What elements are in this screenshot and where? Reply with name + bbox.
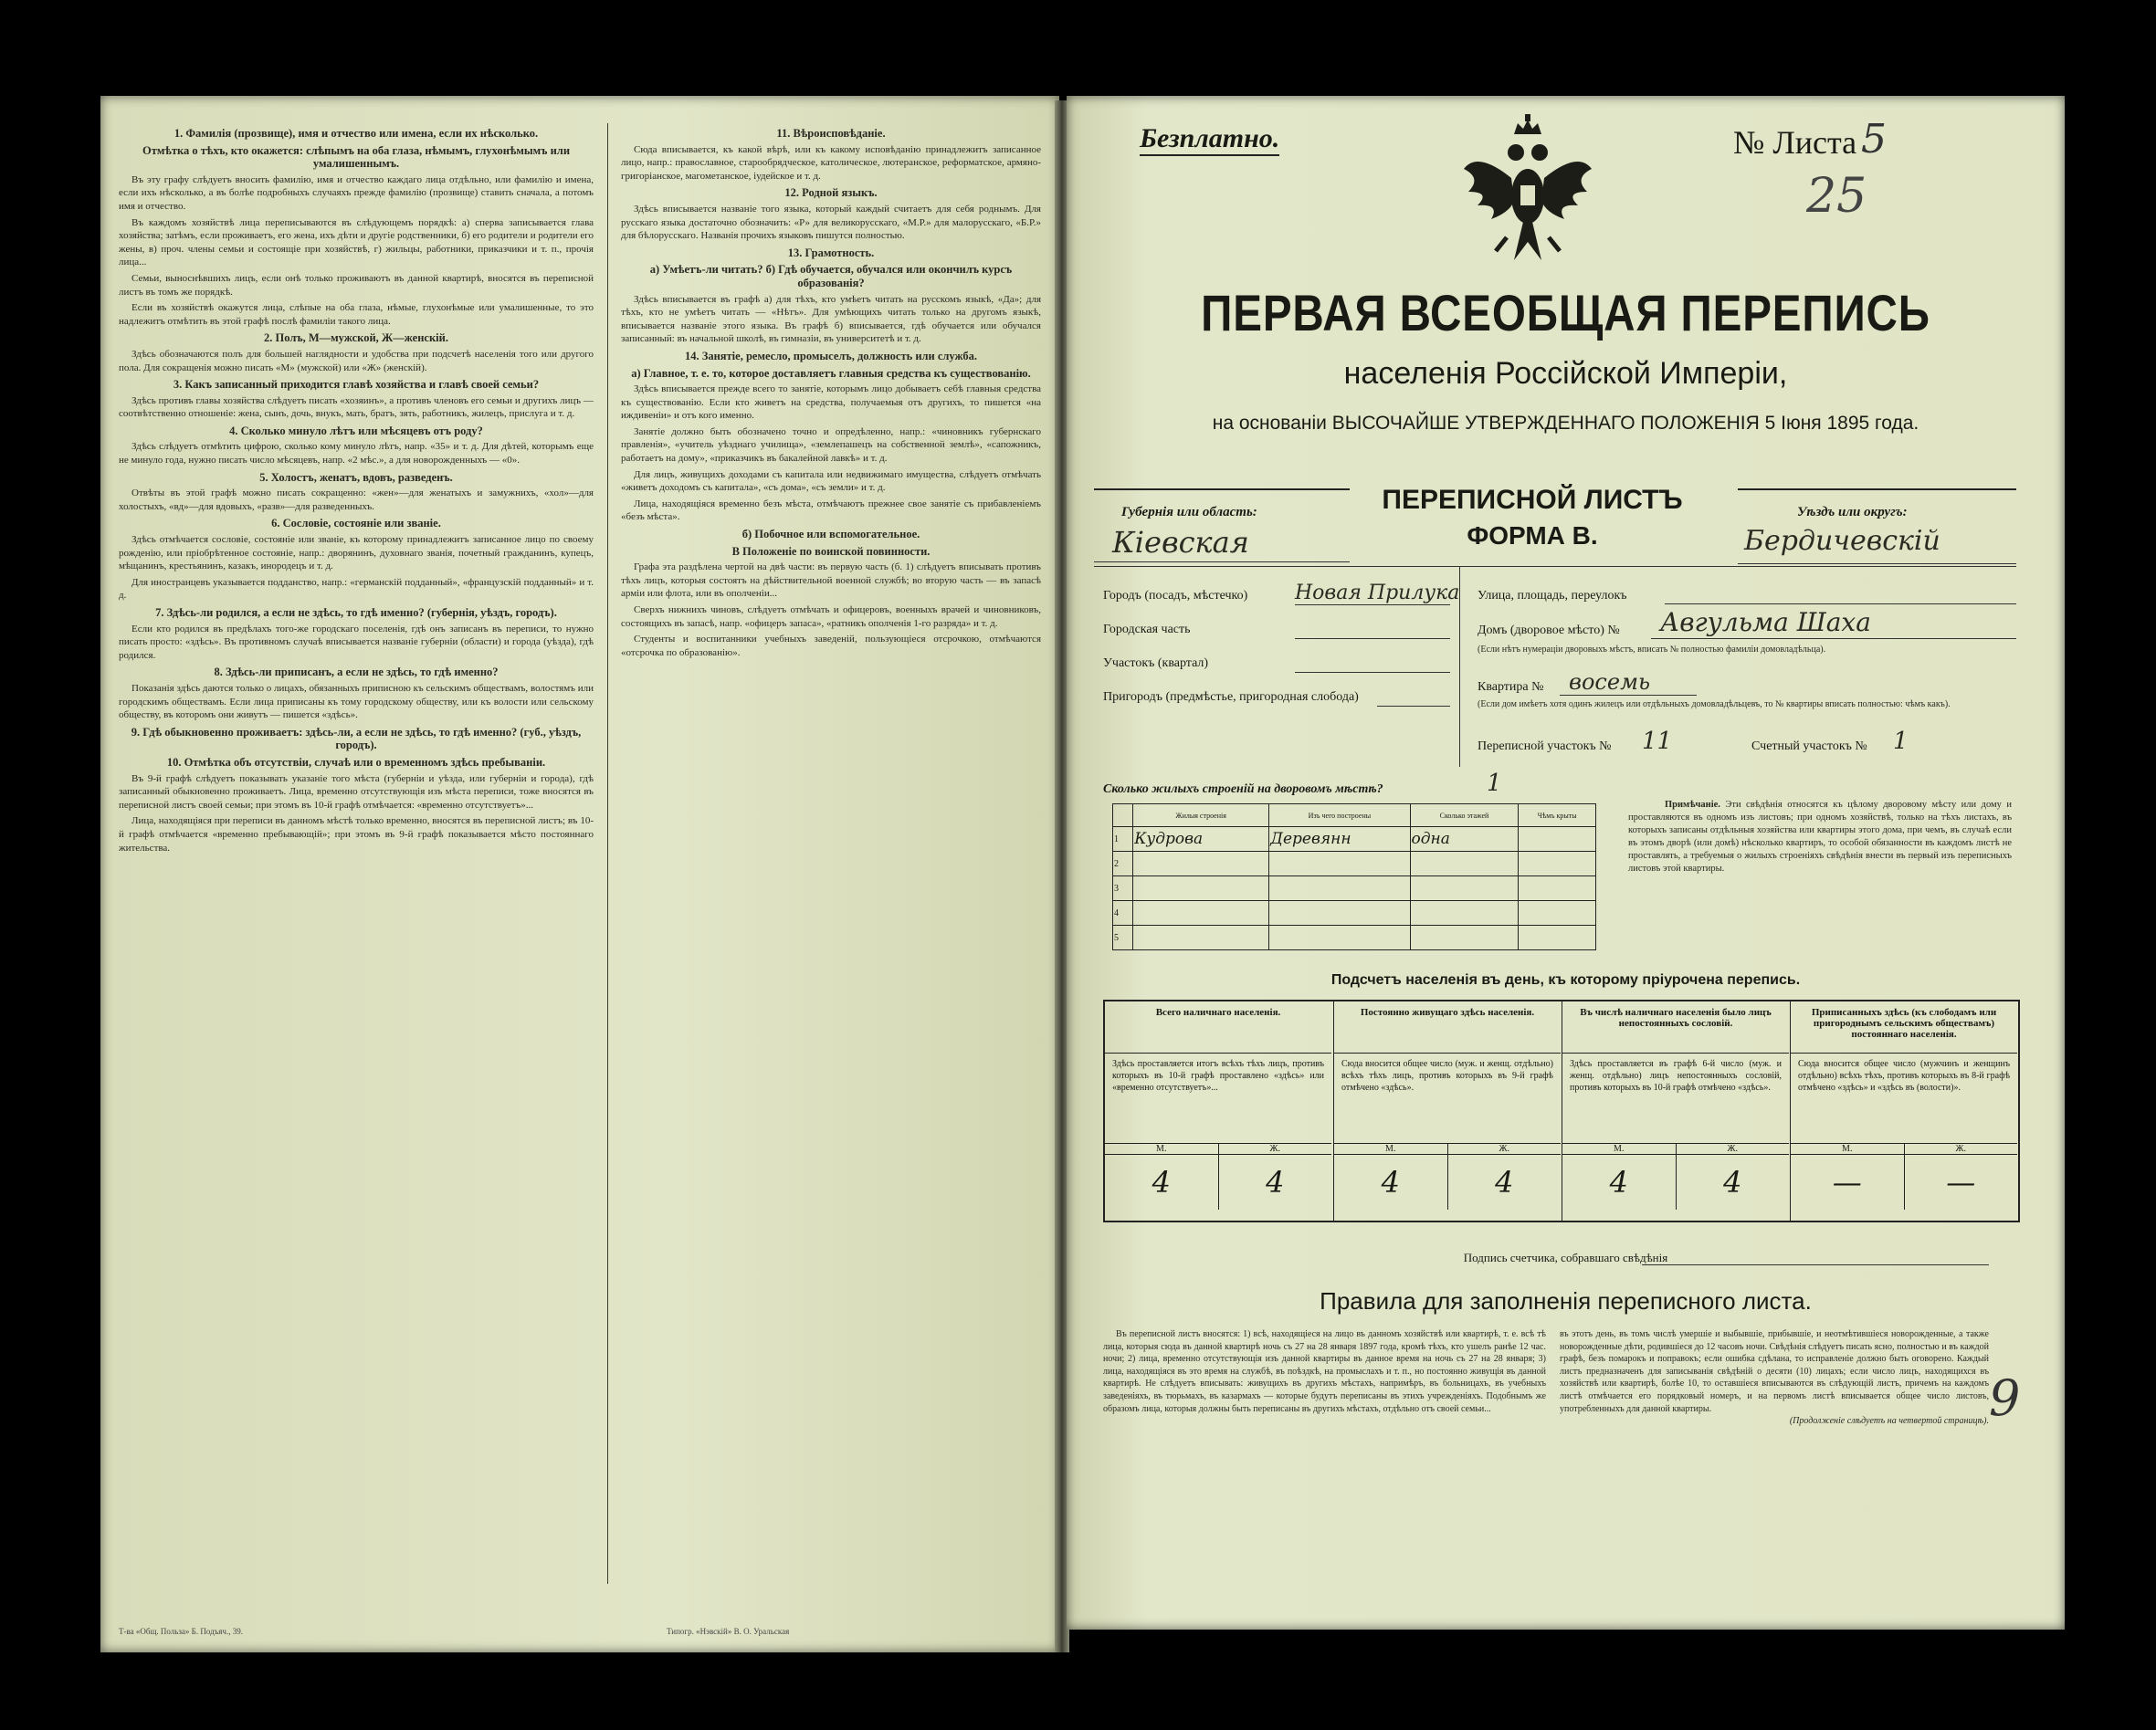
instruction-heading: 10. Отмѣтка объ отсутствіи, случаѣ или о временномъ здѣсь пребываніи. bbox=[166, 755, 546, 769]
buildings-cell bbox=[1519, 827, 1596, 852]
instruction-paragraph: Сверхъ нижнихъ чиновъ, слѣдуетъ отмѣчать и офицеровъ, военныхъ врачей и чиновниковъ, состоящихъ въ запасѣ, напр. «офицеръ запаса», «ратникъ ополченія 1-го разряда» и т. д. bbox=[621, 604, 1041, 629]
census-district-label: Переписной участокъ № bbox=[1478, 739, 1612, 753]
instruction-paragraph: Семьи, выноснѣвшихъ лицъ, если онѣ только проживаютъ въ данной квартирѣ, вносятся въ переписной листъ въ томъ же порядкѣ. bbox=[119, 272, 594, 298]
summary-column-head: Всего наличнаго населенія. bbox=[1105, 1001, 1331, 1054]
address-field-line bbox=[1295, 638, 1450, 639]
summary-mz-labels bbox=[1105, 1143, 1331, 1154]
rules-continuation: (Продолженіе слѣдуетъ на четвертой страницѣ). bbox=[1789, 1416, 1989, 1427]
flat-line bbox=[1560, 695, 1697, 696]
summary-column-text: Здѣсь проставляется итогъ всѣхъ тѣхъ лицъ, противъ которыхъ въ 10-й графѣ проставлено «здѣсь» или «временно отсутствуетъ»... bbox=[1112, 1059, 1324, 1093]
summary-mz-labels bbox=[1791, 1143, 2017, 1154]
summary-value: — bbox=[1946, 1165, 1976, 1200]
buildings-cell: 2 bbox=[1113, 852, 1133, 876]
buildings-cell: одна bbox=[1410, 827, 1519, 852]
form-title-line-2: ФОРМА В. bbox=[1467, 521, 1598, 550]
counter-district-label: Счетный участокъ № bbox=[1751, 739, 1867, 753]
list-number-handwritten: 5 bbox=[1861, 116, 1887, 163]
right-page bbox=[1067, 96, 2065, 1630]
summary-column bbox=[1333, 1001, 1561, 1221]
buildings-cell bbox=[1269, 876, 1410, 901]
summary-sex-label: Ж. bbox=[1727, 1144, 1738, 1154]
house-line bbox=[1651, 638, 2016, 639]
rules-column-1: Въ переписной листъ вносятся: 1) всѣ, находящіеся на лицо въ данномъ хозяйствѣ или квартирѣ, т. е. всѣ тѣ лица, которыя сюда въ данной квартирѣ ночь съ 27 на 28 января 1897 года, кромѣ тѣхъ, кто ушелъ ранѣе 12 час. ночи; 2) лица, временно отсутствующія изъ данной квартиры въ данное время на ночь съ 27 на 28 января; 3) лица, находящіяся въ это время на службѣ, въ поѣздкѣ, на промыслахъ и т. п., но постоянно живущія въ данной квартирѣ. Не слѣдуетъ вписывать: живущихъ въ другихъ мѣстахъ, напримѣръ, въ больницахъ, въ учебныхъ заведеніяхъ, въ тюрьмахъ, въ казармахъ — которые будутъ переписаны въ этихъ учрежденіяхъ. Подобнымъ же образомъ лица, которыя должны быть переписаны въ другихъ мѣстахъ, отдѣльно отъ своей семьи... bbox=[1103, 1329, 1546, 1414]
instruction-heading: 9. Гдѣ обыкновенно проживаетъ: здѣсь-ли, а если не здѣсь, то гдѣ именно? (губ., уѣздъ, городъ). bbox=[131, 725, 582, 752]
instruction-heading: 7. Здѣсь-ли родился, а если не здѣсь, то гдѣ именно? (губернія, уѣздъ, городъ). bbox=[155, 606, 557, 619]
right-footer-imprint: Типогр. «Нэвскiй» В. О. Уральская bbox=[667, 1627, 790, 1636]
instruction-heading: 13. Грамотность. bbox=[787, 246, 875, 259]
uezd-label: Уѣздъ или округъ: bbox=[1797, 505, 1908, 519]
buildings-cell: 5 bbox=[1113, 926, 1133, 950]
gubernia-handwritten: Кіевская bbox=[1112, 525, 1249, 560]
instruction-heading: 14. Занятіе, ремесло, промыселъ, должность или служба. bbox=[684, 349, 978, 362]
instruction-heading: Отмѣтка о тѣхъ, кто окажется: слѣпымъ на оба глаза, нѣмымъ, глухонѣмымъ или умалишеннымъ. bbox=[142, 143, 571, 171]
column-divider bbox=[607, 123, 608, 1584]
buildings-cell bbox=[1519, 926, 1596, 950]
instruction-heading: 6. Сословіе, состояніе или званіе. bbox=[271, 517, 441, 530]
rules-title: Правила для заполненія переписного листа. bbox=[1320, 1287, 1812, 1315]
address-vertical-rule[interactable] bbox=[1459, 566, 1460, 767]
instruction-paragraph: Для лицъ, живущихъ доходами съ капитала или недвижимаго имущества, слѣдуетъ отмѣчать «живетъ доходомъ съ капитала», «съ дома», «съ земли» и т. д. bbox=[621, 468, 1041, 494]
uezd-underline bbox=[1738, 563, 2016, 564]
summary-value: 4 bbox=[1562, 1155, 1677, 1210]
address-field-line bbox=[1377, 706, 1450, 707]
street-line bbox=[1665, 603, 2016, 604]
summary-values bbox=[1105, 1154, 1331, 1210]
summary-mz-labels bbox=[1334, 1143, 1561, 1154]
buildings-header-cell bbox=[1113, 804, 1133, 827]
instruction-heading: В Положеніе по воинской повинности. bbox=[731, 544, 931, 558]
buildings-note bbox=[1628, 799, 2012, 875]
margin-handwritten-number: 9 bbox=[1989, 1369, 2021, 1427]
instruction-paragraph: Здѣсь слѣдуетъ отмѣтить цифрою, сколько кому минуло лѣтъ, напр. «35» и т. д. Для дѣтей, которымъ еще не минуло года, нужно писать число мѣсяцевъ, напр. «2 мѣс.», а для новорожденныхъ — «0». bbox=[119, 441, 594, 467]
instruction-paragraph: Графа эта раздѣлена чертой на двѣ части: въ первую часть (б. 1) слѣдуетъ вписывать противъ тѣхъ лицъ, которыя состоятъ на дѣйствительной военной службѣ; во вторую часть — въ запасѣ арміи или флота, или въ ополченіи... bbox=[621, 561, 1041, 600]
summary-sex-label: Ж. bbox=[1499, 1144, 1509, 1154]
table-row bbox=[1113, 901, 1596, 926]
instruction-paragraph: Здѣсь обозначаются полъ для большей наглядности и удобства при подсчетѣ населенія того или другого пола. Для сокращенія можно писать «М» (мужской) или «Ж» (женскій). bbox=[119, 348, 594, 373]
table-row bbox=[1113, 827, 1596, 852]
dwellings-label: Сколько жилыхъ строеній на дворовомъ мѣстѣ? bbox=[1103, 782, 1383, 796]
summary-values bbox=[1791, 1154, 2017, 1210]
instruction-heading: 1. Фамилія (прозвище), имя и отчество или имена, если их нѣсколько. bbox=[174, 127, 539, 140]
buildings-cell: Деревянн bbox=[1269, 827, 1410, 852]
summary-value: 4 bbox=[1723, 1165, 1742, 1200]
instruction-paragraph: Здѣсь вписывается прежде всего то занятіе, которымъ лицо добываетъ себѣ главныя средства къ существованію. Если кто живетъ на средства, получаемыя отъ другихъ, то пишется «на иждивеніи» и отъ кого именно. bbox=[621, 383, 1041, 422]
census-district-handwritten: 11 bbox=[1642, 728, 1673, 755]
instruction-paragraph: Отвѣты въ этой графѣ можно писать сокращенно: «жен»—для женатыхъ и замужнихъ, «хол»—для холостыхъ, «вд»—для вдовыхъ, «разв»—для разведенныхъ. bbox=[119, 488, 594, 512]
address-field-label: Городъ (посадъ, мѣстечко) bbox=[1103, 589, 1248, 603]
summary-mz-labels bbox=[1562, 1143, 1789, 1154]
address-field-label: Пригородъ (предмѣстье, пригородная слобода) bbox=[1103, 690, 1359, 704]
summary-title: Подсчетъ населенія въ день, къ которому пріурочена перепись. bbox=[1330, 972, 1801, 988]
instruction-paragraph: Если въ хозяйствѣ окажутся лица, слѣпые на оба глаза, нѣмые, глухонѣмые или умалишенные, то это надлежитъ отмѣтить въ этой графѣ послѣ фамиліи такого лица. bbox=[119, 302, 594, 327]
flat-label: Квартира № bbox=[1478, 680, 1544, 694]
instruction-heading: б) Побочное или вспомогательное. bbox=[741, 528, 920, 541]
form-title bbox=[1341, 485, 1724, 550]
summary-table bbox=[1103, 1000, 2020, 1222]
dwellings-handwritten: 1 bbox=[1487, 770, 1502, 797]
summary-column bbox=[1790, 1001, 2017, 1221]
document-subtitle: населенія Россійской Имперіи, bbox=[1343, 356, 1788, 391]
table-row bbox=[1113, 876, 1596, 901]
instruction-heading: 12. Родной языкъ. bbox=[784, 186, 878, 200]
instruction-heading: 2. Полъ, М—мужской, Ж—женскій. bbox=[264, 331, 448, 345]
instruction-paragraph: Здѣсь противъ главы хозяйства слѣдуетъ писать «хозяинъ», а противъ членовъ его семьи и другихъ лицъ — соотвѣтственно отношеніе: жена, сынъ, дочь, внукъ, мать, братъ, зять, работникъ, жилецъ, прислуга и т. д. bbox=[119, 394, 594, 420]
summary-column-head: Въ числѣ наличнаго населенія было лицъ непостоянныхъ сословій. bbox=[1562, 1001, 1789, 1054]
list-number-label: № Листа bbox=[1733, 124, 1857, 161]
summary-sex-label: М. bbox=[1334, 1144, 1448, 1154]
buildings-header-cell: Чѣмъ крыты bbox=[1519, 804, 1596, 827]
buildings-cell bbox=[1519, 901, 1596, 926]
note-text: Эти свѣдѣнія относятся къ цѣлому дворовому мѣсту или дому и проставляются въ одномъ изъ листовъ; при одномъ хозяйствѣ, только на тѣхъ листахъ, въ которыхъ записаны отдѣльныя хозяйства или квартиры этого дома, при чемъ, въ случаѣ если въ этомъ дворѣ (или домѣ) нѣсколько квартиръ, то особой обязанности въ каждомъ листѣ не проставлять, а требуемыя о жилыхъ строеніяхъ свѣдѣнія внести въ первый изъ переписныхъ листовъ этой квартиры. bbox=[1628, 800, 2012, 874]
buildings-header-cell: Жилыя строенія bbox=[1133, 804, 1269, 827]
instruction-heading: 8. Здѣсь-ли приписанъ, а если не здѣсь, то гдѣ именно? bbox=[214, 666, 499, 679]
summary-sex-label: М. bbox=[1562, 1144, 1677, 1154]
buildings-cell bbox=[1519, 876, 1596, 901]
flat-note: (Если дом имѣетъ хотя одинъ жилецъ или отдѣльныхъ домовладѣльцевъ, то № квартиры вписать полностью: чѣмъ какъ). bbox=[1478, 699, 1951, 709]
buildings-cell bbox=[1269, 926, 1410, 950]
instruction-heading: 4. Сколько минуло лѣтъ или мѣсяцевъ отъ роду? bbox=[229, 424, 483, 437]
instruction-paragraph: Показанія здѣсь даются только о лицахъ, обязанныхъ приписною къ сельскимъ обществамъ, волостямъ или городскимъ обществамъ. Если лица приписаны къ тому городскому обществу, или къ волости или сельскому обществу, въ которомъ они живутъ — пишется «здѣсь». bbox=[119, 682, 594, 721]
buildings-cell bbox=[1133, 901, 1269, 926]
instruction-paragraph: Занятіе должно быть обозначено точно и опредѣленно, напр.: «чиновникъ губернскаго правленія», «учитель уѣзднаго училища», «землепашецъ на собственной землѣ», «сапожникъ, работаетъ на дому», «приказчикъ въ бакалейной лавкѣ» и т. д. bbox=[621, 425, 1041, 465]
house-note: (Если нѣтъ нумераціи дворовыхъ мѣстъ, вписать № полностью фамиліи домовладѣльца). bbox=[1478, 645, 1826, 655]
handwritten-number: 25 bbox=[1806, 169, 1867, 224]
left-page bbox=[100, 96, 1059, 1652]
buildings-cell: 4 bbox=[1113, 901, 1133, 926]
instruction-paragraph: Если кто родился въ предѣлахъ того-же городскаго поселенія, гдѣ онъ записанъ въ переписи, то нужно писать просто: «здѣсь». Въ противномъ случаѣ вписывается названіе губерніи (области) и города (уѣзда), гдѣ родился. bbox=[119, 623, 594, 661]
buildings-cell bbox=[1269, 852, 1410, 876]
instruction-paragraph: Лица, находящіяся при переписи въ данномъ мѣстѣ только временно, вносятся въ переписной листъ; въ 10-й графѣ отмѣчается «временно пребывающій»; при этомъ въ 9-й графѣ показывается мѣсто постояннаго жительства. bbox=[119, 815, 594, 854]
summary-column-head: Приписанныхъ здѣсь (къ слободамъ или пригороднымъ сельскимъ обществамъ) постояннаго населенія. bbox=[1791, 1001, 2017, 1054]
form-title-line-1: ПЕРЕПИСНОЙ ЛИСТЪ bbox=[1382, 485, 1683, 515]
instructions-column-2 bbox=[621, 123, 1041, 1602]
buildings-cell: 1 bbox=[1113, 827, 1133, 852]
buildings-header-row bbox=[1113, 804, 1596, 827]
buildings-cell bbox=[1133, 926, 1269, 950]
signature-label: Подпись счетчика, собравшаго свѣдѣнія bbox=[1463, 1251, 1668, 1264]
address-field-label: Участокъ (квартал) bbox=[1103, 656, 1209, 670]
instruction-paragraph: Для иностранцевъ указывается подданство, напр.: «германскій подданный», «французскій подданный» и т. д. bbox=[119, 576, 594, 602]
counter-district-handwritten: 1 bbox=[1893, 728, 1909, 755]
summary-column-text: Здѣсь проставляется въ графѣ 6-й число (муж. и женщ. отдѣльно) лицъ непостоянныхъ сословій, противъ которыхъ въ 10-й графѣ отмѣчено «здѣсь». bbox=[1570, 1059, 1782, 1093]
instruction-paragraph: Въ 9-й графѣ слѣдуетъ показывать указаніе того мѣста (губерніи и уѣзда, или губерніи и города), гдѣ записанный обыкновенно проживаетъ. Лица, временно отсутствующія изъ мѣста переписи, тоже вносятся въ переписной листъ своей семьи; при этомъ въ 10-й графѣ отмѣчается: «временно отсутствуетъ»... bbox=[119, 772, 594, 811]
buildings-cell bbox=[1133, 852, 1269, 876]
address-field-handwritten: Новая Прилука bbox=[1295, 582, 1460, 604]
summary-column-text: Сюда вносится общее число (муж. и женщ. отдѣльно) всѣхъ тѣхъ лицъ, противъ которыхъ въ 9-й графѣ отмѣчено «здѣсь». bbox=[1341, 1059, 1553, 1093]
free-label: Безплатно. bbox=[1140, 123, 1279, 156]
address-field-label: Городская часть bbox=[1103, 623, 1191, 636]
instruction-paragraph: Здѣсь вписывается въ графѣ а) для тѣхъ, кто умѣетъ читать на русскомъ языкѣ, «Да»; для тѣхъ, кто не умѣетъ читать — «Нѣтъ». Для умѣющихъ читать только на другомъ языкѣ, вписывается названіе этого языка. Въ графѣ б) вписывается, гдѣ обучается или обучался записанный: въ начальной школѣ, въ гимназіи, въ университетѣ и т. д. bbox=[621, 293, 1041, 345]
summary-value: 4 bbox=[1495, 1165, 1514, 1200]
table-row bbox=[1113, 926, 1596, 950]
buildings-table bbox=[1112, 803, 1596, 950]
address-field-line bbox=[1295, 604, 1450, 605]
summary-values bbox=[1334, 1154, 1561, 1210]
gubernia-underline bbox=[1094, 561, 1350, 562]
instruction-heading: а) Главное, т. е. то, которое доставляетъ главныя средства къ существованію. bbox=[631, 366, 1031, 380]
signature-line bbox=[1642, 1264, 1989, 1265]
instruction-paragraph: Студенты и воспитанники учебныхъ заведеній, пользующіеся отсрочкою, отмѣчаются «отсрочка по образованію». bbox=[621, 634, 1041, 658]
flat-handwritten: восемь bbox=[1569, 669, 1651, 695]
instruction-heading: а) Умѣетъ-ли читать? б) Гдѣ обучается, обучался или окончилъ курсъ образованія? bbox=[649, 263, 1013, 289]
instruction-paragraph: Здѣсь вписывается названіе того языка, который каждый считаетъ для себя роднымъ. Для русскаго языка достаточно обозначить: «Р» для великорусскаго, «М.Р.» для малорусскаго, «Б.Р.» для бѣлорусскаго. Названія прочихъ языковъ пишутся полностью. bbox=[621, 203, 1041, 242]
summary-values bbox=[1562, 1154, 1789, 1210]
instruction-paragraph: Лица, находящіяся временно безъ мѣста, отмѣчаютъ прежнее свое занятіе съ прибавленіемъ «безъ мѣста». bbox=[621, 498, 1041, 523]
instruction-heading: 11. Вѣроисповѣданіе. bbox=[776, 127, 886, 140]
uezd-handwritten: Бердичевскій bbox=[1744, 525, 1940, 557]
summary-column-head: Постоянно живущаго здѣсь населенія. bbox=[1334, 1001, 1561, 1054]
buildings-cell bbox=[1410, 852, 1519, 876]
address-left-top-rule bbox=[1094, 566, 2016, 567]
buildings-cell bbox=[1410, 876, 1519, 901]
instruction-heading: 3. Какъ записанный приходится главѣ хозяйства и главѣ своей семьи? bbox=[173, 378, 540, 392]
summary-sex-label: М. bbox=[1105, 1144, 1219, 1154]
instruction-paragraph: Въ каждомъ хозяйствѣ лица переписываются въ слѣдующемъ порядкѣ: а) сперва записывается глава хозяйства; затѣмъ, если проживаетъ, его жена, ихъ дѣти и другіе родственники, б) его родители и родители его жены, в) проч. члены семьи и состоящіе при хозяйствѣ, г) жильцы, работники, приказчики и т. п., прочія лица... bbox=[119, 216, 594, 268]
house-label: Домъ (дворовое мѣсто) № bbox=[1478, 624, 1620, 637]
buildings-cell bbox=[1269, 901, 1410, 926]
summary-value: 4 bbox=[1105, 1155, 1219, 1210]
buildings-header-cell: Изъ чего построены bbox=[1269, 804, 1410, 827]
rules-column-2-text: въ этотъ день, въ томъ числѣ умершіе и выбывшіе, прибывшіе, и неотмѣтившіеся новорожденные, а также новорожденные дѣти, родившіеся до 12 часовъ ночи. Свѣдѣнія слѣдуетъ писать ясно, полностью и въ каждой графѣ, безъ помарокъ и поправокъ; если ошибка сдѣлана, то исправленіе должно быть оговорено. Каждый листъ предназначенъ для записыванія свѣдѣній о десяти (10) лицахъ; если число лицъ, находящихся въ хозяйствѣ или квартирѣ, болѣе 10, то оставшіеся вписываются въ слѣдующій листъ, причемъ на каждомъ листѣ отмѣчается его порядковый номеръ, и на первомъ листѣ вписывается общее число листовъ, употребленныхъ для данной квартиры. bbox=[1560, 1329, 1989, 1414]
document-title: ПЕРВАЯ ВСЕОБЩАЯ ПЕРЕПИСЬ bbox=[1201, 284, 1930, 341]
summary-column bbox=[1562, 1001, 1789, 1221]
address-field-line bbox=[1295, 672, 1450, 673]
left-footer-imprint: Т-ва «Общ. Польза» Б. Подъяч., 39. bbox=[119, 1627, 243, 1636]
table-row bbox=[1113, 852, 1596, 876]
buildings-cell: Кудрова bbox=[1133, 827, 1269, 852]
instruction-paragraph: Въ эту графу слѣдуетъ вносить фамилію, имя и отчество каждаго лица отдѣльно, или фамилію и имена, если ихъ нѣсколько, а въ болѣе подробныхъ случаяхъ прежде фамилію (прозвище) ставить сначала, а потомъ имя и отчество. bbox=[119, 173, 594, 212]
summary-value: 4 bbox=[1334, 1155, 1448, 1210]
instruction-paragraph: Сюда вписывается, къ какой вѣрѣ, или къ какому исповѣданію принадлежитъ записанное лицо, напр.: православное, старообрядческое, католическое, лютеранское, реформатское, армяно-григоріанское, магометанское, іудейское и т. д. bbox=[621, 143, 1041, 182]
summary-sex-label: Ж. bbox=[1955, 1144, 1966, 1154]
imperial-eagle-icon bbox=[1459, 114, 1596, 269]
summary-sex-label: Ж. bbox=[1269, 1144, 1280, 1154]
buildings-cell bbox=[1519, 852, 1596, 876]
instructions-column-1 bbox=[119, 123, 594, 1602]
summary-sex-label: М. bbox=[1791, 1144, 1905, 1154]
document-basis: на основаніи ВЫСОЧАЙШЕ УТВЕРЖДЕННАГО ПОЛОЖЕНІЯ 5 Іюня 1895 года. bbox=[1212, 413, 1919, 434]
summary-column-text: Сюда вносится общее число (мужчинъ и женщинъ отдѣльно) всѣхъ тѣхъ, противъ которыхъ въ 8-й графѣ отмѣчено «здѣсь» и «здѣсь въ (волости)». bbox=[1798, 1059, 2010, 1093]
summary-column bbox=[1105, 1001, 1331, 1221]
rules-column-2 bbox=[1560, 1328, 1989, 1602]
summary-value: — bbox=[1791, 1155, 1905, 1210]
house-handwritten: Авгульма Шаха bbox=[1660, 607, 1871, 637]
summary-value: 4 bbox=[1266, 1165, 1285, 1200]
gubernia-label: Губернія или область: bbox=[1121, 505, 1257, 519]
buildings-cell bbox=[1410, 901, 1519, 926]
buildings-header-cell: Сколько этажей bbox=[1410, 804, 1519, 827]
buildings-cell bbox=[1410, 926, 1519, 950]
note-title: Примѣчаніе. bbox=[1665, 800, 1720, 810]
instruction-paragraph: Здѣсь отмѣчается сословіе, состояніе или званіе, къ которому принадлежитъ записанное лицо по своему рожденію, или пріобрѣтенное состояніе, напр.: дворянинъ, духовнаго званія, почетный гражданинъ, купецъ, мѣщанинъ, крестьянинъ, казакъ, инородецъ и т. д. bbox=[119, 534, 594, 572]
buildings-cell bbox=[1133, 876, 1269, 901]
instruction-heading: 5. Холостъ, женатъ, вдовъ, разведенъ. bbox=[259, 470, 453, 484]
buildings-cell: 3 bbox=[1113, 876, 1133, 901]
street-label: Улица, площадь, переулокъ bbox=[1478, 589, 1627, 603]
